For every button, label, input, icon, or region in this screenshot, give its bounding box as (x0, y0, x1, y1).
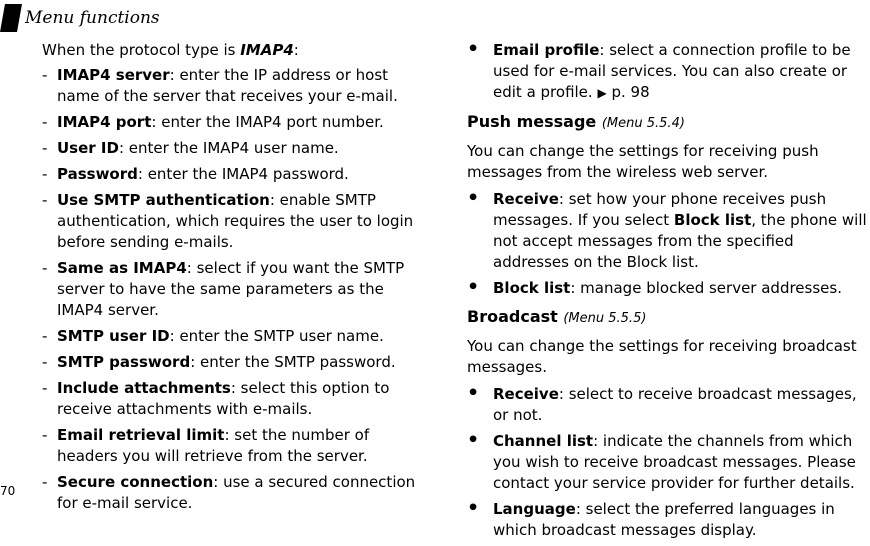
broadcast-list (467, 384, 870, 541)
bullet-push-block-list: • Block list: manage blocked server addresses. (467, 276, 842, 298)
setting-item: - SMTP password: enter the SMTP password. (42, 353, 396, 371)
header-bar-decoration (0, 4, 22, 32)
broadcast-desc: You can change the settings for receiving broadcast messages. (467, 337, 857, 376)
setting-item: - IMAP4 server: enter the IP address or host name of the server that receives your e-mail. (42, 66, 398, 105)
broadcast-bullet: • Language: select the preferred languages in which broadcast messages display. (467, 497, 835, 539)
left-column (42, 40, 417, 519)
setting-item: - Password: enter the IMAP4 password. (42, 165, 349, 183)
setting-item: - Same as IMAP4: select if you want the SMTP server to have the same parameters as the IMAP4 server. (42, 259, 405, 319)
broadcast-bullet: • Channel list: indicate the channels from which you wish to receive broadcast messages. Please contact your service provider for further details. (467, 429, 856, 492)
page-ref-arrow-icon: ▶ (597, 86, 607, 100)
setting-item: - IMAP4 port: enter the IMAP4 port number. (42, 113, 384, 131)
push-message-desc: You can change the settings for receiving push messages from the wireless web server. (467, 142, 819, 181)
right-column (467, 40, 870, 546)
page-reference: p. 98 (611, 83, 650, 101)
protocol-intro: When the protocol type is IMAP4: (42, 41, 299, 59)
setting-item: - User ID: enter the IMAP4 user name. (42, 139, 339, 157)
page-number: 70 (0, 484, 16, 498)
setting-item: - Use SMTP authentication: enable SMTP authentication, which requires the user to login before sending e-mails. (42, 191, 414, 251)
page-header-title: Menu functions (25, 8, 160, 28)
setting-item: - Include attachments: select this option to receive attachments with e-mails. (42, 379, 390, 418)
setting-item: - Email retrieval limit: set the number of headers you will retrieve from the server. (42, 426, 370, 465)
bullet-push-receive: • Receive: set how your phone receives push messages. If you select Block list, the phone will not accept messages from the specified addresses on the Block list. (467, 187, 867, 271)
setting-item: - Secure connection: use a secured connection for e-mail service. (42, 473, 416, 512)
broadcast-bullet: • Receive: select to receive broadcast messages, or not. (467, 382, 857, 424)
setting-item: - SMTP user ID: enter the SMTP user name. (42, 327, 384, 345)
bullet-email-profile: • Email profile: select a connection profile to be used for e-mail services. You can also create or edit a profile. ▶ p. 98 (467, 38, 851, 101)
broadcast-heading: Broadcast (Menu 5.5.5) (467, 307, 647, 326)
push-message-heading: Push message (Menu 5.5.4) (467, 112, 685, 131)
